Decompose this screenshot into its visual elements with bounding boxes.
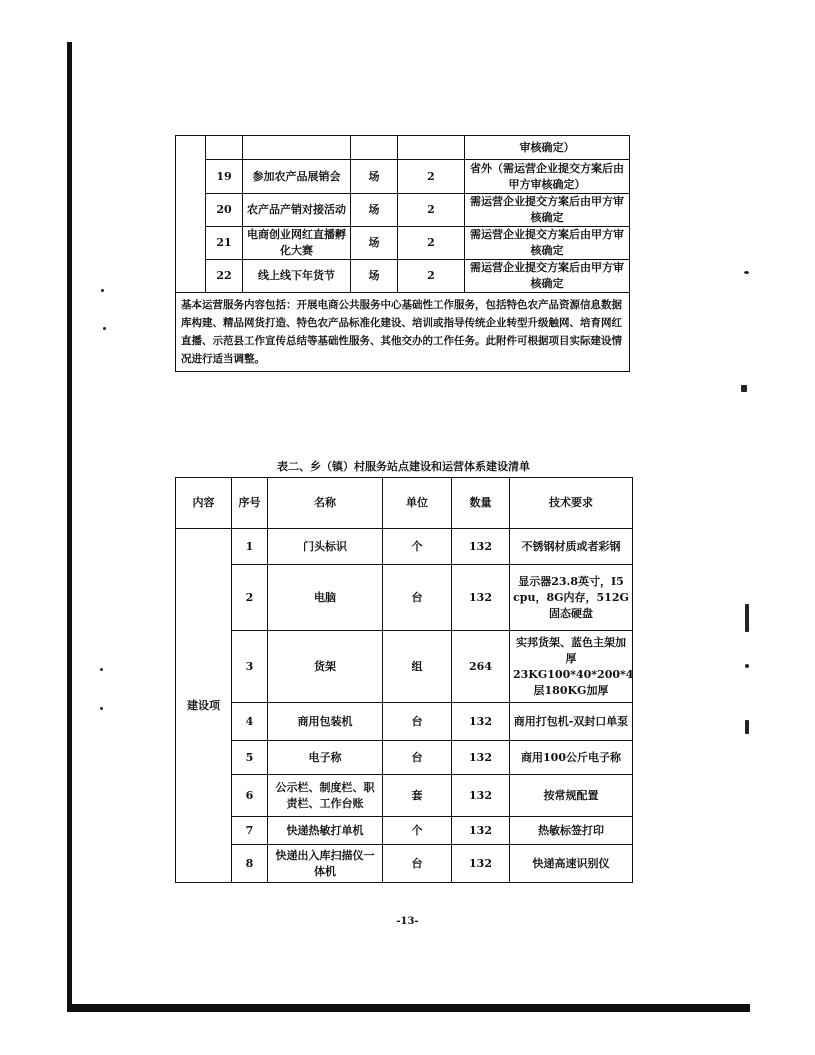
table-header-row [176,478,633,529]
header-unit: 单位 [383,478,452,529]
item-name: 快递热敏打单机 [268,817,383,845]
row-number: 4 [232,703,268,741]
item-quantity: 2 [398,260,465,293]
scan-speck [103,327,106,330]
item-requirement: 商用打包机-双封口单泵 [510,703,633,741]
item-unit: 场 [351,227,398,260]
item-quantity: 2 [398,194,465,227]
table-station-construction [175,477,633,883]
item-unit: 个 [383,817,452,845]
scan-speck [745,664,749,668]
item-requirement: 热敏标签打印 [510,817,633,845]
header-name: 名称 [268,478,383,529]
item-quantity: 132 [452,845,510,883]
item-unit: 个 [383,529,452,565]
item-name: 参加农产品展销会 [243,160,351,194]
category-cell: 建设项 [176,529,232,883]
scan-speck [101,289,104,292]
row-number: 21 [206,227,243,260]
item-quantity: 132 [452,775,510,817]
scan-speck [744,271,749,274]
table-row [176,775,633,817]
item-quantity: 132 [452,741,510,775]
row-number: 19 [206,160,243,194]
item-unit: 场 [351,160,398,194]
table-row [176,845,633,883]
scan-speck [100,707,103,710]
item-requirement: 需运营企业提交方案后由甲方审核确定 [465,260,630,293]
item-requirement: 快递高速识别仪 [510,845,633,883]
item-name: 电脑 [268,565,383,631]
item-quantity: 264 [452,631,510,703]
row-number: 8 [232,845,268,883]
table-row [176,631,633,703]
item-name: 快递出入库扫描仪一体机 [268,845,383,883]
category-cell [176,136,206,293]
page-number: -13- [396,916,419,927]
scan-speck [745,604,749,632]
scan-speck [741,385,747,392]
table-operations-continued [175,135,630,372]
row-number: 3 [232,631,268,703]
row-number: 22 [206,260,243,293]
item-name: 电商创业网红直播孵化大赛 [243,227,351,260]
item-name: 公示栏、制度栏、职责栏、工作台账 [268,775,383,817]
scan-speck [100,668,103,671]
item-name: 线上线下年货节 [243,260,351,293]
item-unit: 台 [383,741,452,775]
item-unit: 组 [383,631,452,703]
item-quantity: 132 [452,817,510,845]
header-requirement: 技术要求 [510,478,633,529]
item-name: 电子称 [268,741,383,775]
table-row [176,741,633,775]
item-quantity: 132 [452,565,510,631]
row-number: 7 [232,817,268,845]
item-unit: 场 [351,194,398,227]
item-name: 门头标识 [268,529,383,565]
table-row [176,136,630,160]
item-quantity: 132 [452,529,510,565]
row-number: 1 [232,529,268,565]
table-row [176,160,630,194]
item-name: 商用包装机 [268,703,383,741]
scan-speck [745,720,749,734]
item-unit: 套 [383,775,452,817]
table-row [176,703,633,741]
table-row [176,194,630,227]
table-row [176,565,633,631]
item-unit: 台 [383,845,452,883]
item-quantity: 2 [398,227,465,260]
item-unit: 场 [351,260,398,293]
table-row [176,293,630,372]
item-requirement: 显示器23.8英寸，I5 cpu，8G内存，512G固态硬盘 [510,565,633,631]
item-requirement: 省外（需运营企业提交方案后由甲方审核确定） [465,160,630,194]
row-number: 2 [232,565,268,631]
table-row [176,260,630,293]
item-requirement: 商用100公斤电子称 [510,741,633,775]
requirement-cell: 审核确定） [465,136,630,160]
header-quantity: 数量 [452,478,510,529]
item-quantity: 132 [452,703,510,741]
item-name: 农产品产销对接活动 [243,194,351,227]
scan-border-bottom [67,1004,750,1012]
item-quantity: 2 [398,160,465,194]
row-number: 6 [232,775,268,817]
item-requirement: 需运营企业提交方案后由甲方审核确定 [465,227,630,260]
row-number: 20 [206,194,243,227]
table-row [176,227,630,260]
item-requirement: 需运营企业提交方案后由甲方审核确定 [465,194,630,227]
table-row [176,817,633,845]
header-number: 序号 [232,478,268,529]
header-content: 内容 [176,478,232,529]
item-unit: 台 [383,703,452,741]
item-name: 货架 [268,631,383,703]
item-requirement: 不锈钢材质或者彩钢 [510,529,633,565]
scan-border-left [67,42,72,1012]
item-requirement: 按常规配置 [510,775,633,817]
row-number: 5 [232,741,268,775]
table-title: 表二、乡（镇）村服务站点建设和运营体系建设清单 [277,460,530,473]
item-requirement: 实邦货架、蓝色主架加厚23KG100*40*200*4层180KG加厚 [510,631,633,703]
operations-note: 基本运营服务内容包括：开展电商公共服务中心基础性工作服务，包括特色农产品资源信息数据库构建、精品网货打造、特色农产品标准化建设、培训或指导传统企业转型升级触网、培育网红直播、示范县工作宣传总结等基础性服务、其他交办的工作任务。此附件可根据项目实际建设情况进行适当调整。 [176,293,630,372]
table-row [176,529,633,565]
item-unit: 台 [383,565,452,631]
